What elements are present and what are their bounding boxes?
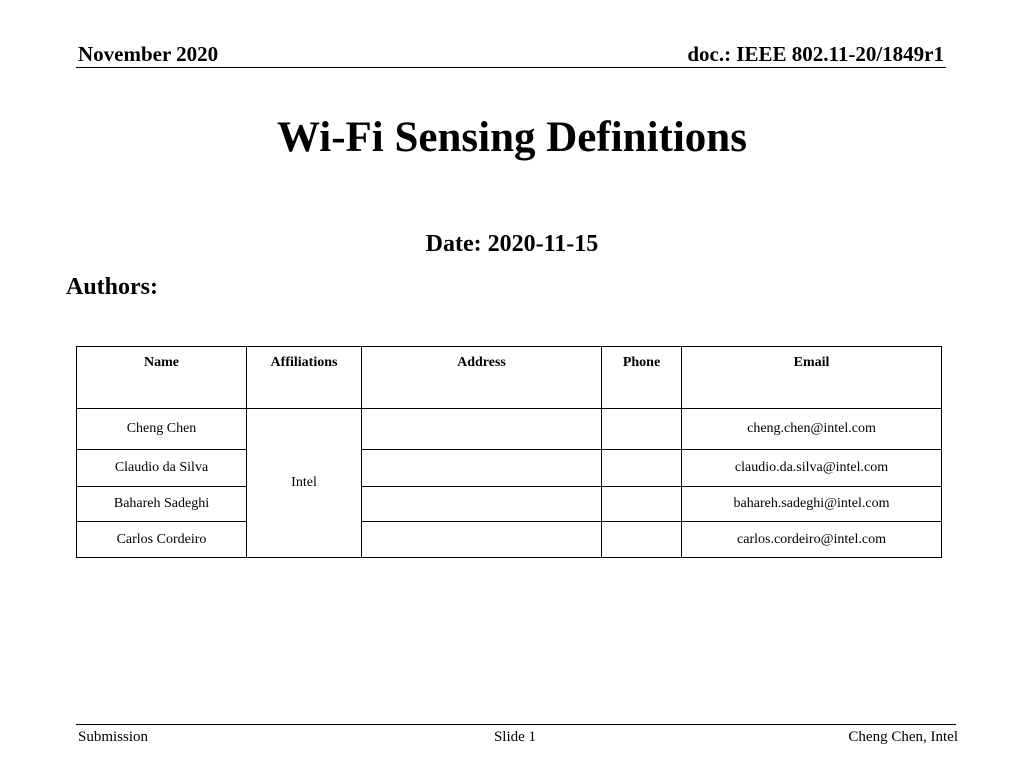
author-name: Cheng Chen bbox=[77, 409, 247, 450]
footer-author: Cheng Chen, Intel bbox=[848, 729, 958, 745]
author-address bbox=[362, 409, 602, 450]
author-phone bbox=[602, 487, 682, 522]
author-email: bahareh.sadeghi@intel.com bbox=[682, 487, 942, 522]
author-name: Bahareh Sadeghi bbox=[77, 487, 247, 522]
author-address bbox=[362, 522, 602, 558]
authors-label: Authors: bbox=[66, 274, 159, 300]
table-row bbox=[77, 522, 942, 558]
header-doc-id: doc.: IEEE 802.11-20/1849r1 bbox=[687, 42, 944, 66]
authors-table bbox=[76, 346, 942, 558]
header-affiliations: Affiliations bbox=[247, 347, 362, 409]
footer-divider bbox=[76, 724, 956, 725]
footer-submission: Submission bbox=[78, 729, 149, 745]
footer-slide-number: Slide 1 bbox=[493, 729, 537, 745]
slide-title: Wi-Fi Sensing Definitions bbox=[277, 114, 747, 161]
author-email: cheng.chen@intel.com bbox=[682, 409, 942, 450]
header-date: November 2020 bbox=[78, 42, 219, 66]
header-name: Name bbox=[77, 347, 247, 409]
header-email: Email bbox=[682, 347, 942, 409]
table-row bbox=[77, 409, 942, 450]
author-name: Claudio da Silva bbox=[77, 450, 247, 487]
author-email: claudio.da.silva@intel.com bbox=[682, 450, 942, 487]
author-phone bbox=[602, 522, 682, 558]
author-address bbox=[362, 487, 602, 522]
author-email: carlos.cordeiro@intel.com bbox=[682, 522, 942, 558]
header-address: Address bbox=[362, 347, 602, 409]
table-header-row bbox=[77, 347, 942, 409]
author-phone bbox=[602, 450, 682, 487]
header-phone: Phone bbox=[602, 347, 682, 409]
header-divider bbox=[76, 67, 946, 68]
author-name: Carlos Cordeiro bbox=[77, 522, 247, 558]
author-phone bbox=[602, 409, 682, 450]
author-affiliation: Intel bbox=[247, 409, 362, 558]
author-address bbox=[362, 450, 602, 487]
slide-date: Date: 2020-11-15 bbox=[425, 231, 599, 257]
table-row bbox=[77, 487, 942, 522]
table-row bbox=[77, 450, 942, 487]
